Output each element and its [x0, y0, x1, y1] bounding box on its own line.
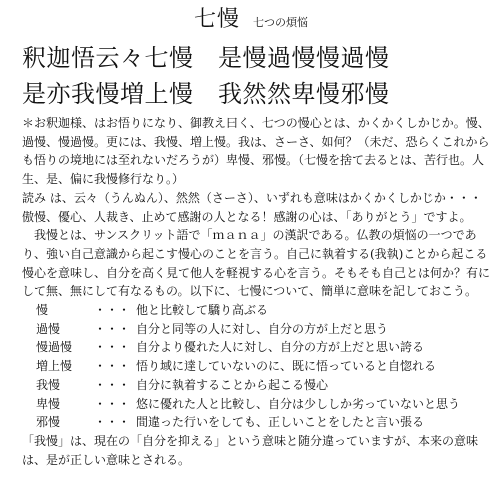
pride-term: 慢 — [36, 303, 49, 318]
list-item — [22, 338, 494, 357]
pride-meaning: 他と比較して驕り高ぶる — [136, 303, 269, 318]
separator-dots: ・・・ — [93, 321, 130, 336]
list-item — [22, 301, 494, 320]
list-item — [22, 413, 494, 432]
page-title: 七慢 — [193, 7, 240, 32]
separator-dots: ・・・ — [93, 396, 130, 411]
list-item — [22, 376, 494, 395]
paragraph-reading: 読み は、云々（うんぬん）、然然（さーさ）、いずれも意味はかくかくしかじか・・・ — [22, 190, 482, 205]
verse-line-1: 釈迦悟云々七慢 是慢過慢慢過慢 — [22, 44, 390, 72]
verse-line-2: 是亦我慢増上慢 我然然卑慢邪慢 — [22, 80, 390, 108]
pride-meaning: 間違った行いをしても、正しいことをしたと言い張る — [136, 415, 425, 430]
body-text — [22, 114, 494, 469]
paragraph-explanation — [22, 226, 494, 301]
pride-term: 増上慢 — [36, 359, 73, 374]
seven-pride-list — [22, 301, 494, 432]
separator-dots: ・・・ — [93, 340, 130, 355]
paragraph-explanation-text: 我慢とは、サンスクリット語で「ｍａｎａ」の漢訳である。仏教の煩悩の一つであり、強い自己意識から起こす慢心のことを言う。自己に執着する(我執)ことから起こる慢心を意味し、自分を高く見て他人を軽視する心を言う。そもそも自己とは何か？有にして無、無にして有なるもの。以下に、七慢について、簡単に意味を記しておこう。 — [22, 228, 491, 299]
separator-dots: ・・・ — [93, 303, 130, 318]
pride-meaning: 悠に優れた人と比較し、自分は少ししか劣っていないと思う — [136, 396, 461, 411]
separator-dots: ・・・ — [93, 377, 130, 392]
pride-meaning: 自分より優れた人に対し、自分の方が上だと思い誇る — [136, 340, 425, 355]
list-item — [22, 357, 494, 376]
paragraph-conclusion: 「我慢」は、現在の「自分を抑える」という意味と随分違っていますが、本来の意味は、是が正しい意味とされる。 — [22, 433, 479, 467]
list-item — [22, 395, 494, 414]
separator-dots: ・・・ — [93, 415, 130, 430]
separator-dots: ・・・ — [93, 359, 130, 374]
title-row — [0, 2, 502, 33]
pride-term: 邪慢 — [36, 415, 61, 430]
paragraph-gratitude: 傲慢、優心、人裁き、止めて感謝の人となる！感謝の心は、「ありがとう」ですよ。 — [22, 209, 472, 224]
pride-term: 卑慢 — [36, 396, 61, 411]
pride-meaning: 自分に執着することから起こる慢心 — [136, 377, 329, 392]
page-subtitle: 七つの煩悩 — [253, 16, 309, 29]
list-item — [22, 320, 494, 339]
pride-meaning: 悟り域に達していないのに、既に悟っていると自惚れる — [136, 359, 437, 374]
paragraph-intro: ＊お釈迦様、はお悟りになり、御教え曰く、七つの慢心とは、かくかくしかじか。慢、過慢、慢過慢。更には、我慢、増上慢。我は、さーさ、如何？（未だ、恐らくこれからも悟りの境地には至れないだろうが）卑慢、邪慢。（七慢を捨て去るとは、苦行也。人生、是、偏に我慢修行なり。） — [22, 116, 490, 187]
pride-term: 過慢 — [36, 321, 61, 336]
pride-meaning: 自分と同等の人に対し、自分の方が上だと思う — [136, 321, 389, 336]
pride-term: 我慢 — [36, 377, 61, 392]
pride-term: 慢過慢 — [36, 340, 73, 355]
